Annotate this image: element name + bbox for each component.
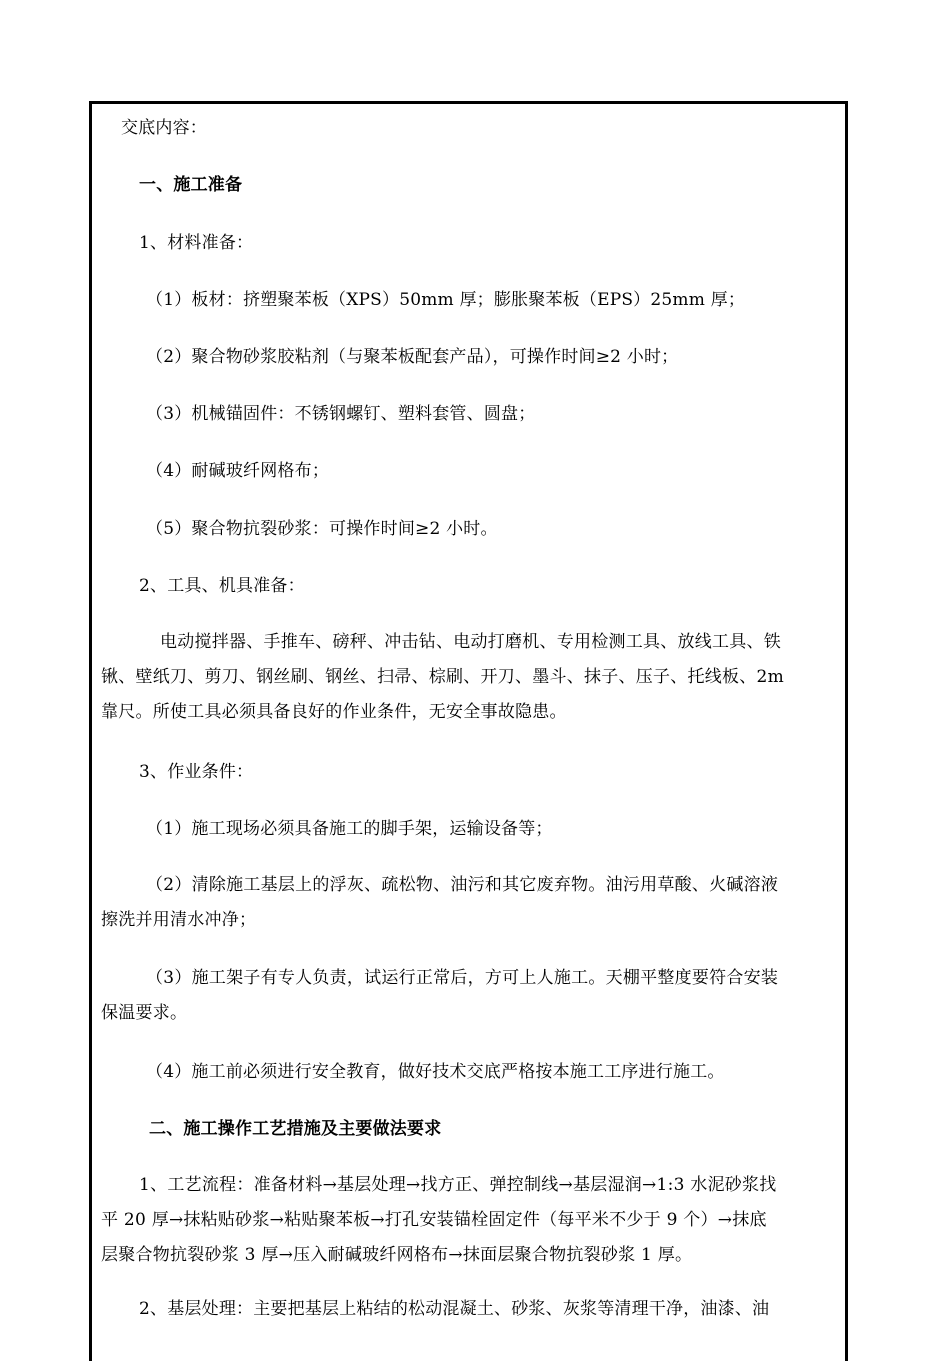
material-item: （3）机械锚固件：不锈钢螺钉、塑料套管、圆盘； xyxy=(146,404,536,424)
material-item: （1）板材：挤塑聚苯板（XPS）50mm 厚；膨胀聚苯板（EPS）25mm 厚； xyxy=(146,290,746,310)
section-heading-process: 二、施工操作工艺措施及主要做法要求 xyxy=(149,1119,442,1139)
material-item: （4）耐碱玻纤网格布； xyxy=(146,461,330,481)
paragraph-line: 保温要求。 xyxy=(101,1003,188,1023)
conditions-title: 3、作业条件： xyxy=(139,762,254,782)
base-treatment-line: 2、基层处理：主要把基层上粘结的松动混凝土、砂浆、灰浆等清理干净，油漆、油 xyxy=(139,1299,770,1319)
condition-paragraph xyxy=(101,868,841,938)
section-heading-preparation: 一、施工准备 xyxy=(139,175,243,195)
condition-item: （4）施工前必须进行安全教育，做好技术交底严格按本施工工序进行施工。 xyxy=(146,1062,725,1082)
paragraph-line: 靠尺。所使工具必须具备良好的作业条件，无安全事故隐患。 xyxy=(101,702,567,722)
intro-label: 交底内容： xyxy=(121,118,207,138)
material-item: （5）聚合物抗裂砂浆：可操作时间≥2 小时。 xyxy=(146,519,498,539)
process-paragraph xyxy=(101,1168,841,1273)
paragraph-line: （2）清除施工基层上的浮灰、疏松物、油污和其它废弃物。油污用草酸、火碱溶液 xyxy=(146,875,779,895)
tools-title: 2、工具、机具准备： xyxy=(139,576,305,596)
paragraph-line: 层聚合物抗裂砂浆 3 厚→压入耐碱玻纤网格布→抹面层聚合物抗裂砂浆 1 厚。 xyxy=(101,1245,693,1265)
document-frame xyxy=(89,101,848,1361)
material-item: （2）聚合物砂浆胶粘剂（与聚苯板配套产品），可操作时间≥2 小时； xyxy=(146,347,679,367)
paragraph-line: 电动搅拌器、手推车、磅秤、冲击钻、电动打磨机、专用检测工具、放线工具、铁 xyxy=(160,632,781,652)
condition-item: （1）施工现场必须具备施工的脚手架，运输设备等； xyxy=(146,819,553,839)
paragraph-line: 锹、壁纸刀、剪刀、钢丝刷、钢丝、扫帚、棕刷、开刀、墨斗、抹子、压子、托线板、2m xyxy=(101,667,784,687)
condition-paragraph xyxy=(101,961,841,1031)
materials-title: 1、材料准备： xyxy=(139,233,254,253)
tools-paragraph xyxy=(101,625,841,730)
paragraph-line: 平 20 厚→抹粘贴砂浆→粘贴聚苯板→打孔安装锚栓固定件（每平米不少于 9 个）→抹底 xyxy=(101,1210,767,1230)
paragraph-line: （3）施工架子有专人负责，试运行正常后，方可上人施工。天棚平整度要符合安装 xyxy=(146,968,779,988)
paragraph-line: 擦洗并用清水冲净； xyxy=(101,910,257,930)
paragraph-line: 1、工艺流程：准备材料→基层处理→找方正、弹控制线→基层湿润→1:3 水泥砂浆找 xyxy=(139,1175,777,1195)
